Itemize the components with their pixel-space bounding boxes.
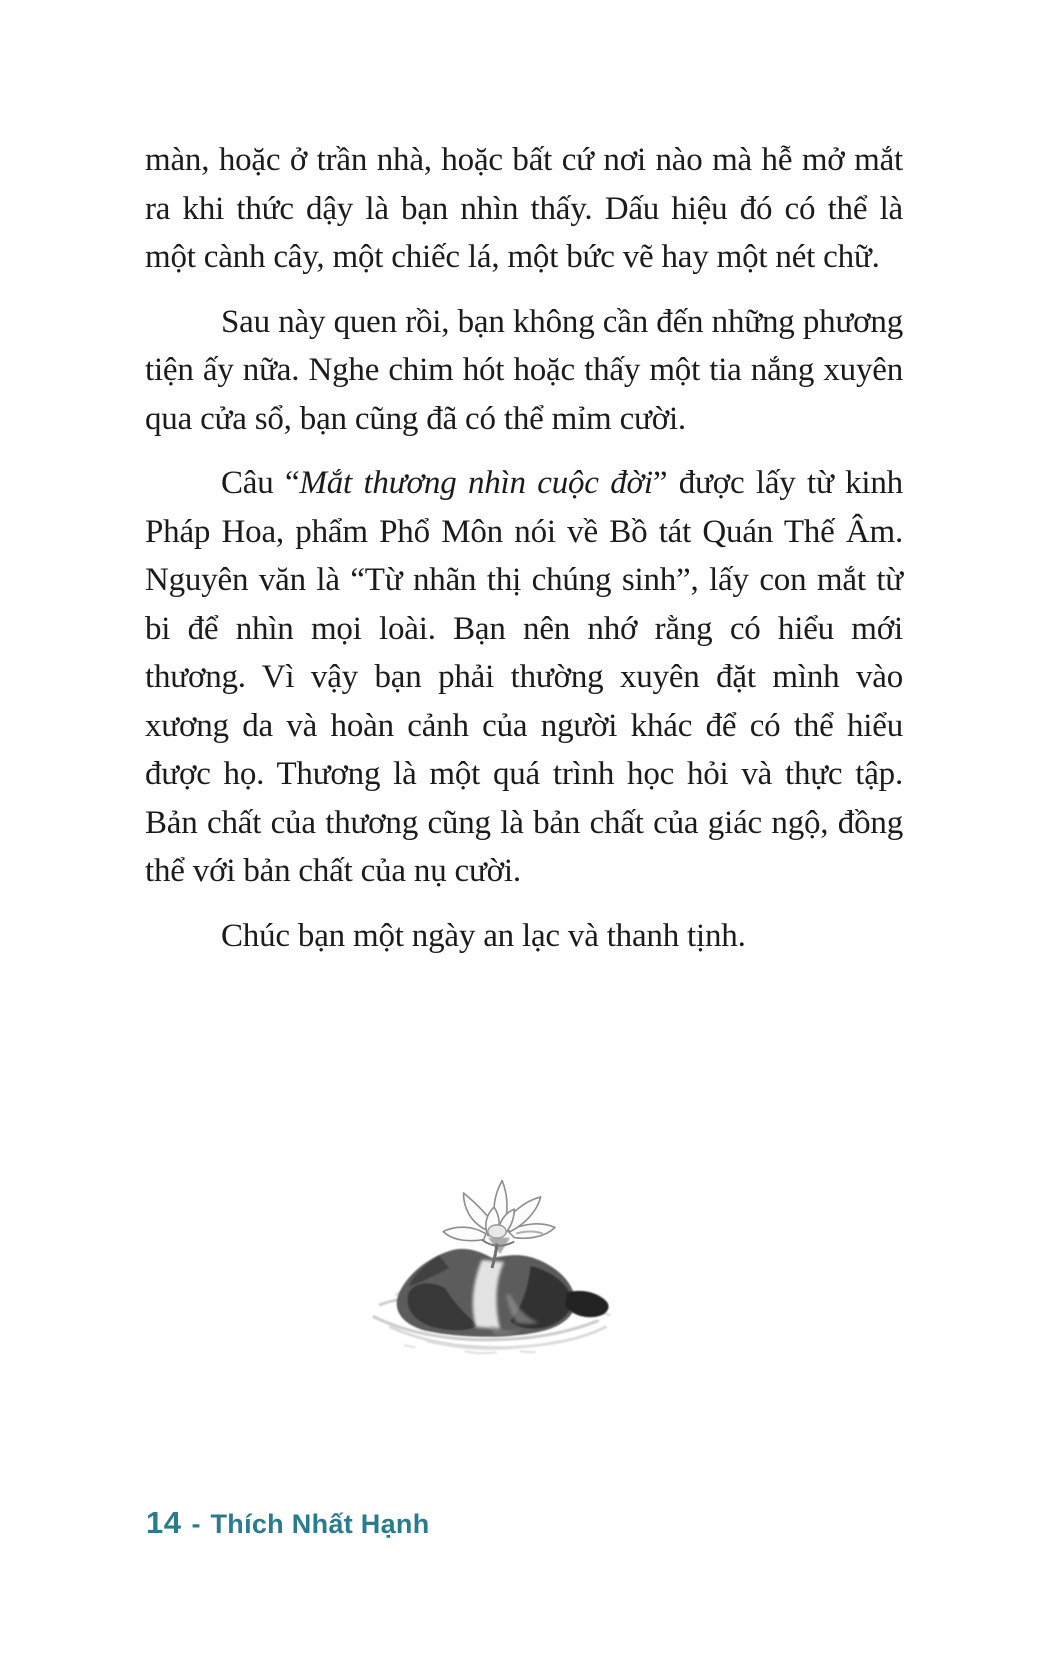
text-segment: Câu “ bbox=[221, 465, 300, 501]
author-name: Thích Nhất Hạnh bbox=[210, 1509, 430, 1539]
page-footer bbox=[146, 1505, 429, 1541]
page-number: 14 bbox=[146, 1505, 182, 1540]
paragraph bbox=[145, 136, 903, 282]
text-segment: Sau này quen rồi, bạn không cần đến những phương tiện ấy nữa. Nghe chim hót hoặc thấy một tia nắng xuyên qua cửa sổ, bạn cũng đã có thể mỉm cười. bbox=[145, 303, 903, 437]
paragraph bbox=[145, 459, 903, 896]
footer-separator: - bbox=[191, 1509, 201, 1539]
paragraph bbox=[145, 298, 903, 444]
page-text-column bbox=[145, 136, 903, 976]
paragraph bbox=[145, 912, 903, 961]
lotus-rock-illustration-svg bbox=[368, 1172, 622, 1356]
text-segment: Chúc bạn một ngày an lạc và thanh tịnh. bbox=[221, 917, 746, 954]
text-segment: ” được lấy từ kinh Pháp Hoa, phẩm Phổ Môn nói về Bồ tát Quán Thế Âm. Nguyên văn là “Từ nhãn thị chúng sinh”, lấy con mắt từ bi để nhìn mọi loài. Bạn nên nhớ rằng có hiểu mới thương. Vì vậy bạn phải thường xuyên đặt mình vào xương da và hoàn cảnh của người khác để có thể hiểu được họ. Thương là một quá trình học hỏi và thực tập. Bản chất của thương cũng là bản chất của giác ngộ, đồng thể với bản chất của nụ cười. bbox=[145, 465, 903, 889]
text-segment: màn, hoặc ở trần nhà, hoặc bất cứ nơi nào mà hễ mở mắt ra khi thức dậy là bạn nhìn thấy. Dấu hiệu đó có thể là một cành cây, một chiếc lá, một bức vẽ hay một nét chữ. bbox=[145, 142, 903, 275]
italic-quote: Mắt thương nhìn cuộc đời bbox=[299, 465, 653, 501]
lotus-rock-illustration bbox=[368, 1172, 622, 1356]
rock-icon bbox=[397, 1249, 609, 1337]
